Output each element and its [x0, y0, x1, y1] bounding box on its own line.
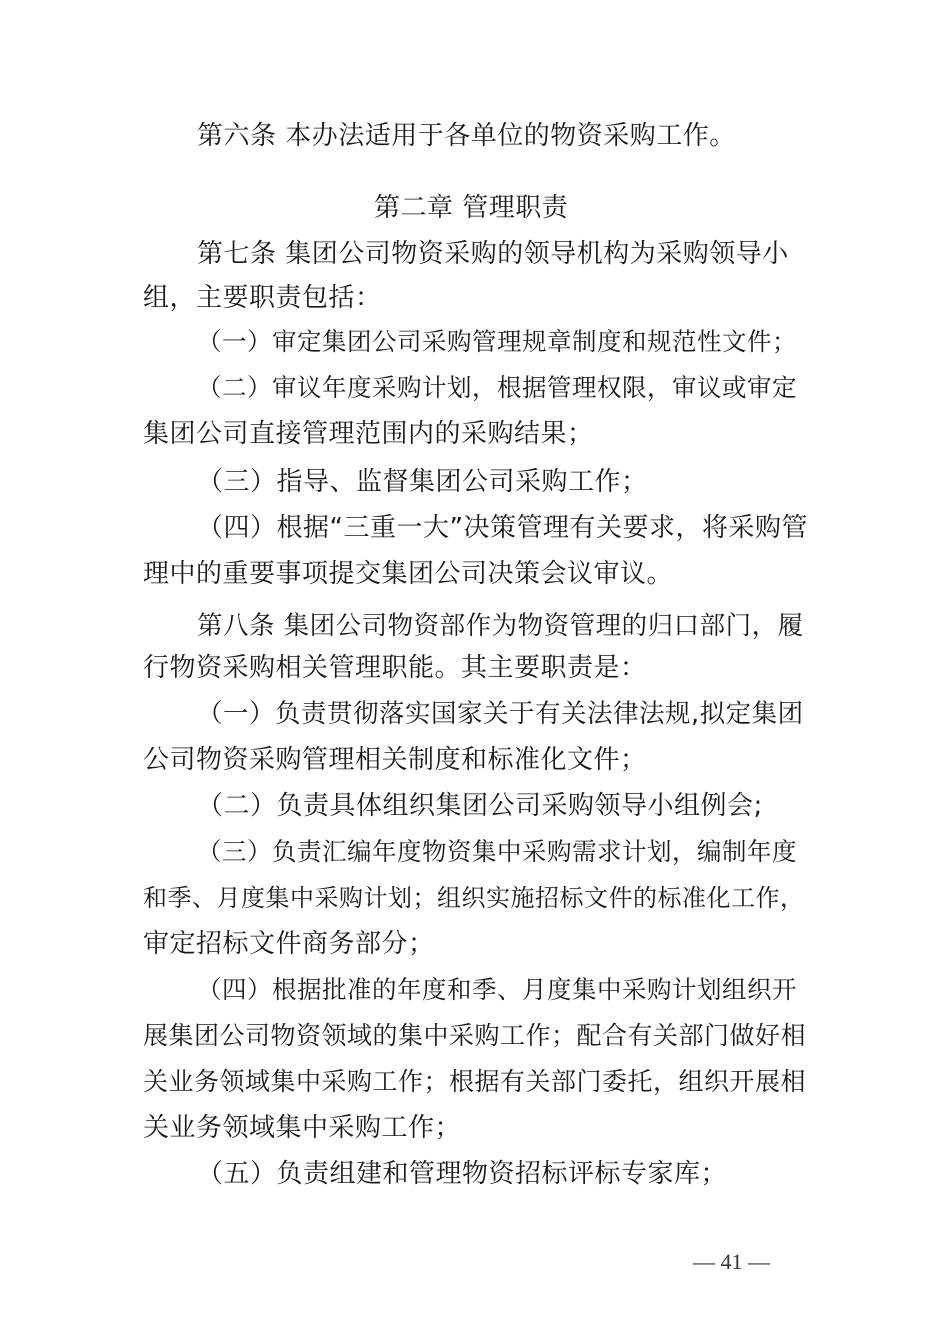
article-7-item-3: （三）指导、监督集团公司采购工作； [197, 467, 648, 497]
article-8-item-2: （二）负责具体组织集团公司采购领导小组例会; [197, 791, 763, 821]
article-8-item-3-line-2: 和季、月度集中采购计划；组织实施招标文件的标准化工作， [143, 884, 805, 912]
article-8-item-1-line-2: 公司物资采购管理相关制度和标准化文件； [143, 745, 647, 775]
article-8-line-1: 第八条 集团公司物资部作为物资管理的归口部门，履 [197, 611, 804, 641]
article-7-item-2-line-2: 集团公司直接管理范围内的采购结果； [143, 419, 594, 449]
article-8-item-3-line-1: （三）负责汇编年度物资集中采购需求计划，编制年度 [197, 837, 797, 866]
article-7-item-2-line-1: （二）审议年度采购计划，根据管理权限，审议或审定 [197, 373, 797, 402]
article-8-item-1-line-1: （一）负责贯彻落实国家关于有关法律法规,拟定集团 [197, 699, 804, 729]
article-8-line-2: 行物资采购相关管理职能。其主要职责是： [143, 653, 647, 683]
article-8-item-4-line-3: 关业务领域集中采购工作；根据有关部门委托，组织开展相 [143, 1067, 807, 1096]
article-8-item-4-line-2: 展集团公司物资领域的集中采购工作；配合有关部门做好相 [143, 1021, 807, 1050]
article-8-item-4-line-1: （四）根据批准的年度和季、月度集中采购计划组织开 [197, 975, 797, 1004]
chapter-2-heading: 第二章 管理职责 [374, 193, 569, 223]
article-7-line-1: 第七条 集团公司物资采购的领导机构为采购领导小 [197, 239, 789, 269]
article-6-line: 第六条 本办法适用于各单位的物资采购工作。 [197, 121, 736, 151]
article-8-item-3-line-3: 审定招标文件商务部分； [143, 929, 435, 959]
article-7-item-4-line-1: （四）根据“三重一大”决策管理有关要求，将采购管 [197, 513, 808, 543]
page-number: — 41 — [693, 1249, 770, 1274]
article-7-item-1: （一）审定集团公司采购管理规章制度和规范性文件； [197, 327, 797, 356]
article-7-item-4-line-2: 理中的重要事项提交集团公司决策会议审议。 [143, 559, 674, 589]
article-8-item-5: （五）负责组建和管理物资招标评标专家库； [197, 1159, 728, 1189]
article-8-item-4-line-4: 关业务领域集中采购工作； [143, 1113, 462, 1143]
article-7-line-2: 组，主要职责包括： [143, 283, 382, 313]
